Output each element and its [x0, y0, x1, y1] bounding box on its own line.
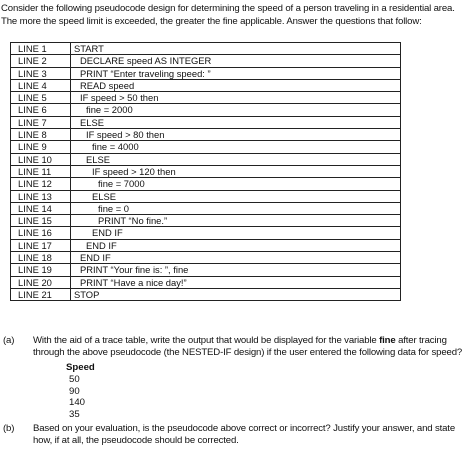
line-number-cell: LINE 12 [11, 178, 71, 190]
speed-value: 50 [69, 373, 80, 385]
intro-text [1, 3, 471, 28]
pseudocode-row [11, 55, 401, 67]
code-cell: IF speed > 120 then [71, 165, 401, 177]
pseudocode-row [11, 252, 401, 264]
pseudocode-row [11, 190, 401, 202]
speed-value: 35 [69, 409, 80, 421]
speed-header: Speed [66, 362, 95, 373]
pseudocode-table [10, 42, 401, 301]
line-number-cell: LINE 14 [11, 202, 71, 214]
line-number-cell: LINE 19 [11, 264, 71, 276]
code-cell: fine = 4000 [71, 141, 401, 153]
pseudocode-row [11, 129, 401, 141]
line-number-cell: LINE 5 [11, 92, 71, 104]
question-a-line-1-post: after tracing [395, 335, 447, 346]
pseudocode-row [11, 215, 401, 227]
question-a-line-1-pre: With the aid of a trace table, write the output that would be displayed for the variable [33, 335, 380, 346]
line-number-cell: LINE 18 [11, 252, 71, 264]
pseudocode-row [11, 79, 401, 91]
line-number-cell: LINE 20 [11, 276, 71, 288]
pseudocode-row [11, 104, 401, 116]
code-cell: DECLARE speed AS INTEGER [71, 55, 401, 67]
code-cell: fine = 0 [71, 202, 401, 214]
question-a-label: (a) [3, 335, 15, 346]
question-b-line-2: how, if at all, the pseudocode should be corrected. [33, 435, 239, 447]
line-number-cell: LINE 21 [11, 288, 71, 300]
variable-fine-bold: fine [379, 335, 396, 346]
code-cell: READ speed [71, 79, 401, 91]
line-number-cell: LINE 3 [11, 67, 71, 79]
intro-line-1: Consider the following pseudocode design for determining the speed of a person traveling in a residential area. [1, 3, 455, 14]
intro-line-2: The more the speed limit is exceeded, the greater the fine applicable. Answer the questions that follow: [1, 15, 422, 27]
line-number-cell: LINE 13 [11, 190, 71, 202]
code-cell: STOP [71, 288, 401, 300]
line-number-cell: LINE 15 [11, 215, 71, 227]
pseudocode-row [11, 141, 401, 153]
code-cell: ELSE [71, 190, 401, 202]
question-a-line-1 [33, 335, 468, 347]
line-number-cell: LINE 1 [11, 43, 71, 55]
code-cell: fine = 7000 [71, 178, 401, 190]
line-number-cell: LINE 11 [11, 165, 71, 177]
pseudocode-row [11, 153, 401, 165]
code-cell: END IF [71, 252, 401, 264]
pseudocode-row [11, 67, 401, 79]
code-cell: START [71, 43, 401, 55]
code-cell: fine = 2000 [71, 104, 401, 116]
line-number-cell: LINE 9 [11, 141, 71, 153]
question-a-line-2: through the above pseudocode (the NESTED-IF design) if the user entered the following data for speed? [33, 347, 463, 359]
code-cell: PRINT “No fine.” [71, 215, 401, 227]
pseudocode-row [11, 288, 401, 300]
code-cell: IF speed > 50 then [71, 92, 401, 104]
code-cell: END IF [71, 227, 401, 239]
question-b-label: (b) [3, 423, 15, 434]
pseudocode-row [11, 276, 401, 288]
line-number-cell: LINE 8 [11, 129, 71, 141]
question-b-text [33, 423, 468, 448]
pseudocode-row [11, 165, 401, 177]
line-number-cell: LINE 17 [11, 239, 71, 251]
speed-value: 90 [69, 385, 80, 397]
code-cell: IF speed > 80 then [71, 129, 401, 141]
code-cell: END IF [71, 239, 401, 251]
speed-value: 140 [69, 397, 86, 409]
code-cell: PRINT “Your fine is: ”, fine [71, 264, 401, 276]
line-number-cell: LINE 2 [11, 55, 71, 67]
question-a-text [33, 335, 468, 360]
line-number-cell: LINE 4 [11, 79, 71, 91]
code-cell: PRINT “Enter traveling speed: ” [71, 67, 401, 79]
pseudocode-row [11, 43, 401, 55]
pseudocode-row [11, 239, 401, 251]
pseudocode-table-body [11, 43, 401, 301]
question-b-line-1: Based on your evaluation, is the pseudocode above correct or incorrect? Justify your answer, and state [33, 423, 455, 434]
speed-data-list [65, 362, 95, 421]
pseudocode-row [11, 227, 401, 239]
line-number-cell: LINE 16 [11, 227, 71, 239]
pseudocode-row [11, 92, 401, 104]
pseudocode-row [11, 178, 401, 190]
pseudocode-row [11, 116, 401, 128]
line-number-cell: LINE 7 [11, 116, 71, 128]
line-number-cell: LINE 10 [11, 153, 71, 165]
pseudocode-row [11, 264, 401, 276]
code-cell: ELSE [71, 116, 401, 128]
code-cell: PRINT “Have a nice day!” [71, 276, 401, 288]
pseudocode-row [11, 202, 401, 214]
line-number-cell: LINE 6 [11, 104, 71, 116]
code-cell: ELSE [71, 153, 401, 165]
